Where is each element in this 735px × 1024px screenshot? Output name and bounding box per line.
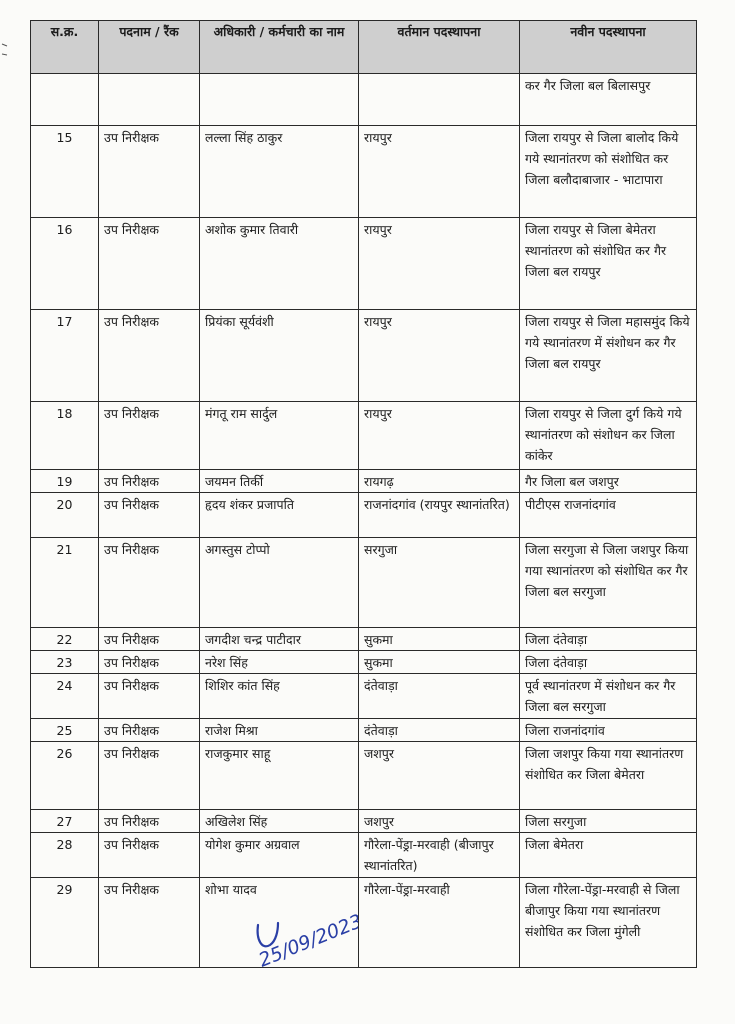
cell-rank: उप निरीक्षक <box>99 719 200 742</box>
cell-current-posting <box>359 74 520 126</box>
cell-sno: 27 <box>31 810 99 833</box>
cell-current-posting: रायपुर <box>359 310 520 402</box>
cell-new-posting: जिला रायपुर से जिला बेमेतरा स्थानांतरण को संशोधित कर गैर जिला बल रायपुर <box>520 218 697 310</box>
cell-rank: उप निरीक्षक <box>99 651 200 674</box>
cell-name: शोभा यादव <box>200 878 359 968</box>
cell-new-posting: जिला सरगुजा से जिला जशपुर किया गया स्थानांतरण को संशोधित कर गैर जिला बल सरगुजा <box>520 538 697 628</box>
cell-new-posting: पीटीएस राजनांदगांव <box>520 493 697 538</box>
cell-sno: 29 <box>31 878 99 968</box>
cell-new-posting: जिला दंतेवाड़ा <box>520 628 697 651</box>
cell-rank: उप निरीक्षक <box>99 810 200 833</box>
cell-rank: उप निरीक्षक <box>99 538 200 628</box>
cell-sno: 24 <box>31 674 99 719</box>
cell-new-posting: पूर्व स्थानांतरण में संशोधन कर गैर जिला बल सरगुजा <box>520 674 697 719</box>
cell-new-posting: जिला सरगुजा <box>520 810 697 833</box>
table-row <box>31 833 697 878</box>
cell-current-posting: रायपुर <box>359 126 520 218</box>
cell-name <box>200 74 359 126</box>
table-header-row <box>31 21 697 74</box>
cell-name: अगस्तुस टोप्पो <box>200 538 359 628</box>
cell-name: जगदीश चन्द्र पाटीदार <box>200 628 359 651</box>
cell-name: अखिलेश सिंह <box>200 810 359 833</box>
cell-sno <box>31 74 99 126</box>
cell-name: राजकुमार साहू <box>200 742 359 810</box>
cell-rank: उप निरीक्षक <box>99 493 200 538</box>
header-new-posting: नवीन पदस्थापना <box>520 21 697 74</box>
cell-name: राजेश मिश्रा <box>200 719 359 742</box>
cell-sno: 26 <box>31 742 99 810</box>
cell-sno: 25 <box>31 719 99 742</box>
table-row <box>31 126 697 218</box>
table-row <box>31 628 697 651</box>
cell-sno: 22 <box>31 628 99 651</box>
cell-sno: 21 <box>31 538 99 628</box>
cell-sno: 23 <box>31 651 99 674</box>
table-row <box>31 878 697 968</box>
cell-rank: उप निरीक्षक <box>99 218 200 310</box>
cell-current-posting: सुकमा <box>359 651 520 674</box>
cell-current-posting: राजनांदगांव (रायपुर स्थानांतरित) <box>359 493 520 538</box>
svg-text:25/09/2023: 25/09/2023 <box>255 910 358 972</box>
table-row <box>31 742 697 810</box>
cell-name: लल्ला सिंह ठाकुर <box>200 126 359 218</box>
cell-new-posting: जिला दंतेवाड़ा <box>520 651 697 674</box>
cell-name: नरेश सिंह <box>200 651 359 674</box>
cell-name: मंगतू राम सार्दुल <box>200 402 359 470</box>
header-name: अधिकारी / कर्मचारी का नाम <box>200 21 359 74</box>
table-row <box>31 493 697 538</box>
cell-new-posting: जिला बेमेतरा <box>520 833 697 878</box>
cell-new-posting: जिला जशपुर किया गया स्थानांतरण संशोधित कर जिला बेमेतरा <box>520 742 697 810</box>
table-row <box>31 674 697 719</box>
cell-sno: 20 <box>31 493 99 538</box>
cell-sno: 15 <box>31 126 99 218</box>
table-row <box>31 538 697 628</box>
cell-name: अशोक कुमार तिवारी <box>200 218 359 310</box>
table-row <box>31 310 697 402</box>
signature-mark <box>248 905 358 975</box>
cell-rank: उप निरीक्षक <box>99 628 200 651</box>
cell-new-posting: कर गैर जिला बल बिलासपुर <box>520 74 697 126</box>
header-sno: स.क्र. <box>31 21 99 74</box>
cell-new-posting: जिला रायपुर से जिला दुर्ग किये गये स्थानांतरण को संशोधन कर जिला कांकेर <box>520 402 697 470</box>
table-row <box>31 651 697 674</box>
cell-rank: उप निरीक्षक <box>99 674 200 719</box>
header-current-posting: वर्तमान पदस्थापना <box>359 21 520 74</box>
cell-name: शिशिर कांत सिंह <box>200 674 359 719</box>
cell-rank: उप निरीक्षक <box>99 402 200 470</box>
cell-current-posting: जशपुर <box>359 810 520 833</box>
cell-rank <box>99 74 200 126</box>
cell-name: जयमन तिर्की <box>200 470 359 493</box>
cell-rank: उप निरीक्षक <box>99 470 200 493</box>
cell-sno: 19 <box>31 470 99 493</box>
cell-new-posting: जिला रायपुर से जिला बालोद किये गये स्थानांतरण को संशोधित कर जिला बलौदाबाजार - भाटापारा <box>520 126 697 218</box>
transfer-table <box>30 20 697 968</box>
table-row <box>31 470 697 493</box>
cell-sno: 18 <box>31 402 99 470</box>
margin-mark <box>0 40 10 70</box>
cell-rank: उप निरीक्षक <box>99 742 200 810</box>
cell-name: प्रियंका सूर्यवंशी <box>200 310 359 402</box>
cell-new-posting: जिला गौरेला-पेंड्रा-मरवाही से जिला बीजापुर किया गया स्थानांतरण संशोधित कर जिला मुंगेली <box>520 878 697 968</box>
cell-name: योगेश कुमार अग्रवाल <box>200 833 359 878</box>
cell-rank: उप निरीक्षक <box>99 126 200 218</box>
cell-current-posting: दंतेवाड़ा <box>359 674 520 719</box>
table-row <box>31 719 697 742</box>
cell-current-posting: रायपुर <box>359 402 520 470</box>
cell-name: हृदय शंकर प्रजापति <box>200 493 359 538</box>
header-rank: पदनाम / रैंक <box>99 21 200 74</box>
cell-current-posting: सुकमा <box>359 628 520 651</box>
cell-rank: उप निरीक्षक <box>99 878 200 968</box>
cell-sno: 17 <box>31 310 99 402</box>
table-row <box>31 74 697 126</box>
cell-new-posting: जिला रायपुर से जिला महासमुंद किये गये स्थानांतरण में संशोधन कर गैर जिला बल रायपुर <box>520 310 697 402</box>
table-row <box>31 218 697 310</box>
table-row <box>31 810 697 833</box>
handwritten-signature <box>248 905 358 975</box>
cell-rank: उप निरीक्षक <box>99 833 200 878</box>
cell-current-posting: रायपुर <box>359 218 520 310</box>
cell-rank: उप निरीक्षक <box>99 310 200 402</box>
cell-sno: 16 <box>31 218 99 310</box>
cell-new-posting: गैर जिला बल जशपुर <box>520 470 697 493</box>
table-row <box>31 402 697 470</box>
cell-new-posting: जिला राजनांदगांव <box>520 719 697 742</box>
cell-current-posting: जशपुर <box>359 742 520 810</box>
cell-current-posting: गौरेला-पेंड्रा-मरवाही (बीजापुर स्थानांतरित) <box>359 833 520 878</box>
cell-current-posting: दंतेवाड़ा <box>359 719 520 742</box>
cell-current-posting: गौरेला-पेंड्रा-मरवाही <box>359 878 520 968</box>
cell-current-posting: सरगुजा <box>359 538 520 628</box>
cell-sno: 28 <box>31 833 99 878</box>
cell-current-posting: रायगढ़ <box>359 470 520 493</box>
